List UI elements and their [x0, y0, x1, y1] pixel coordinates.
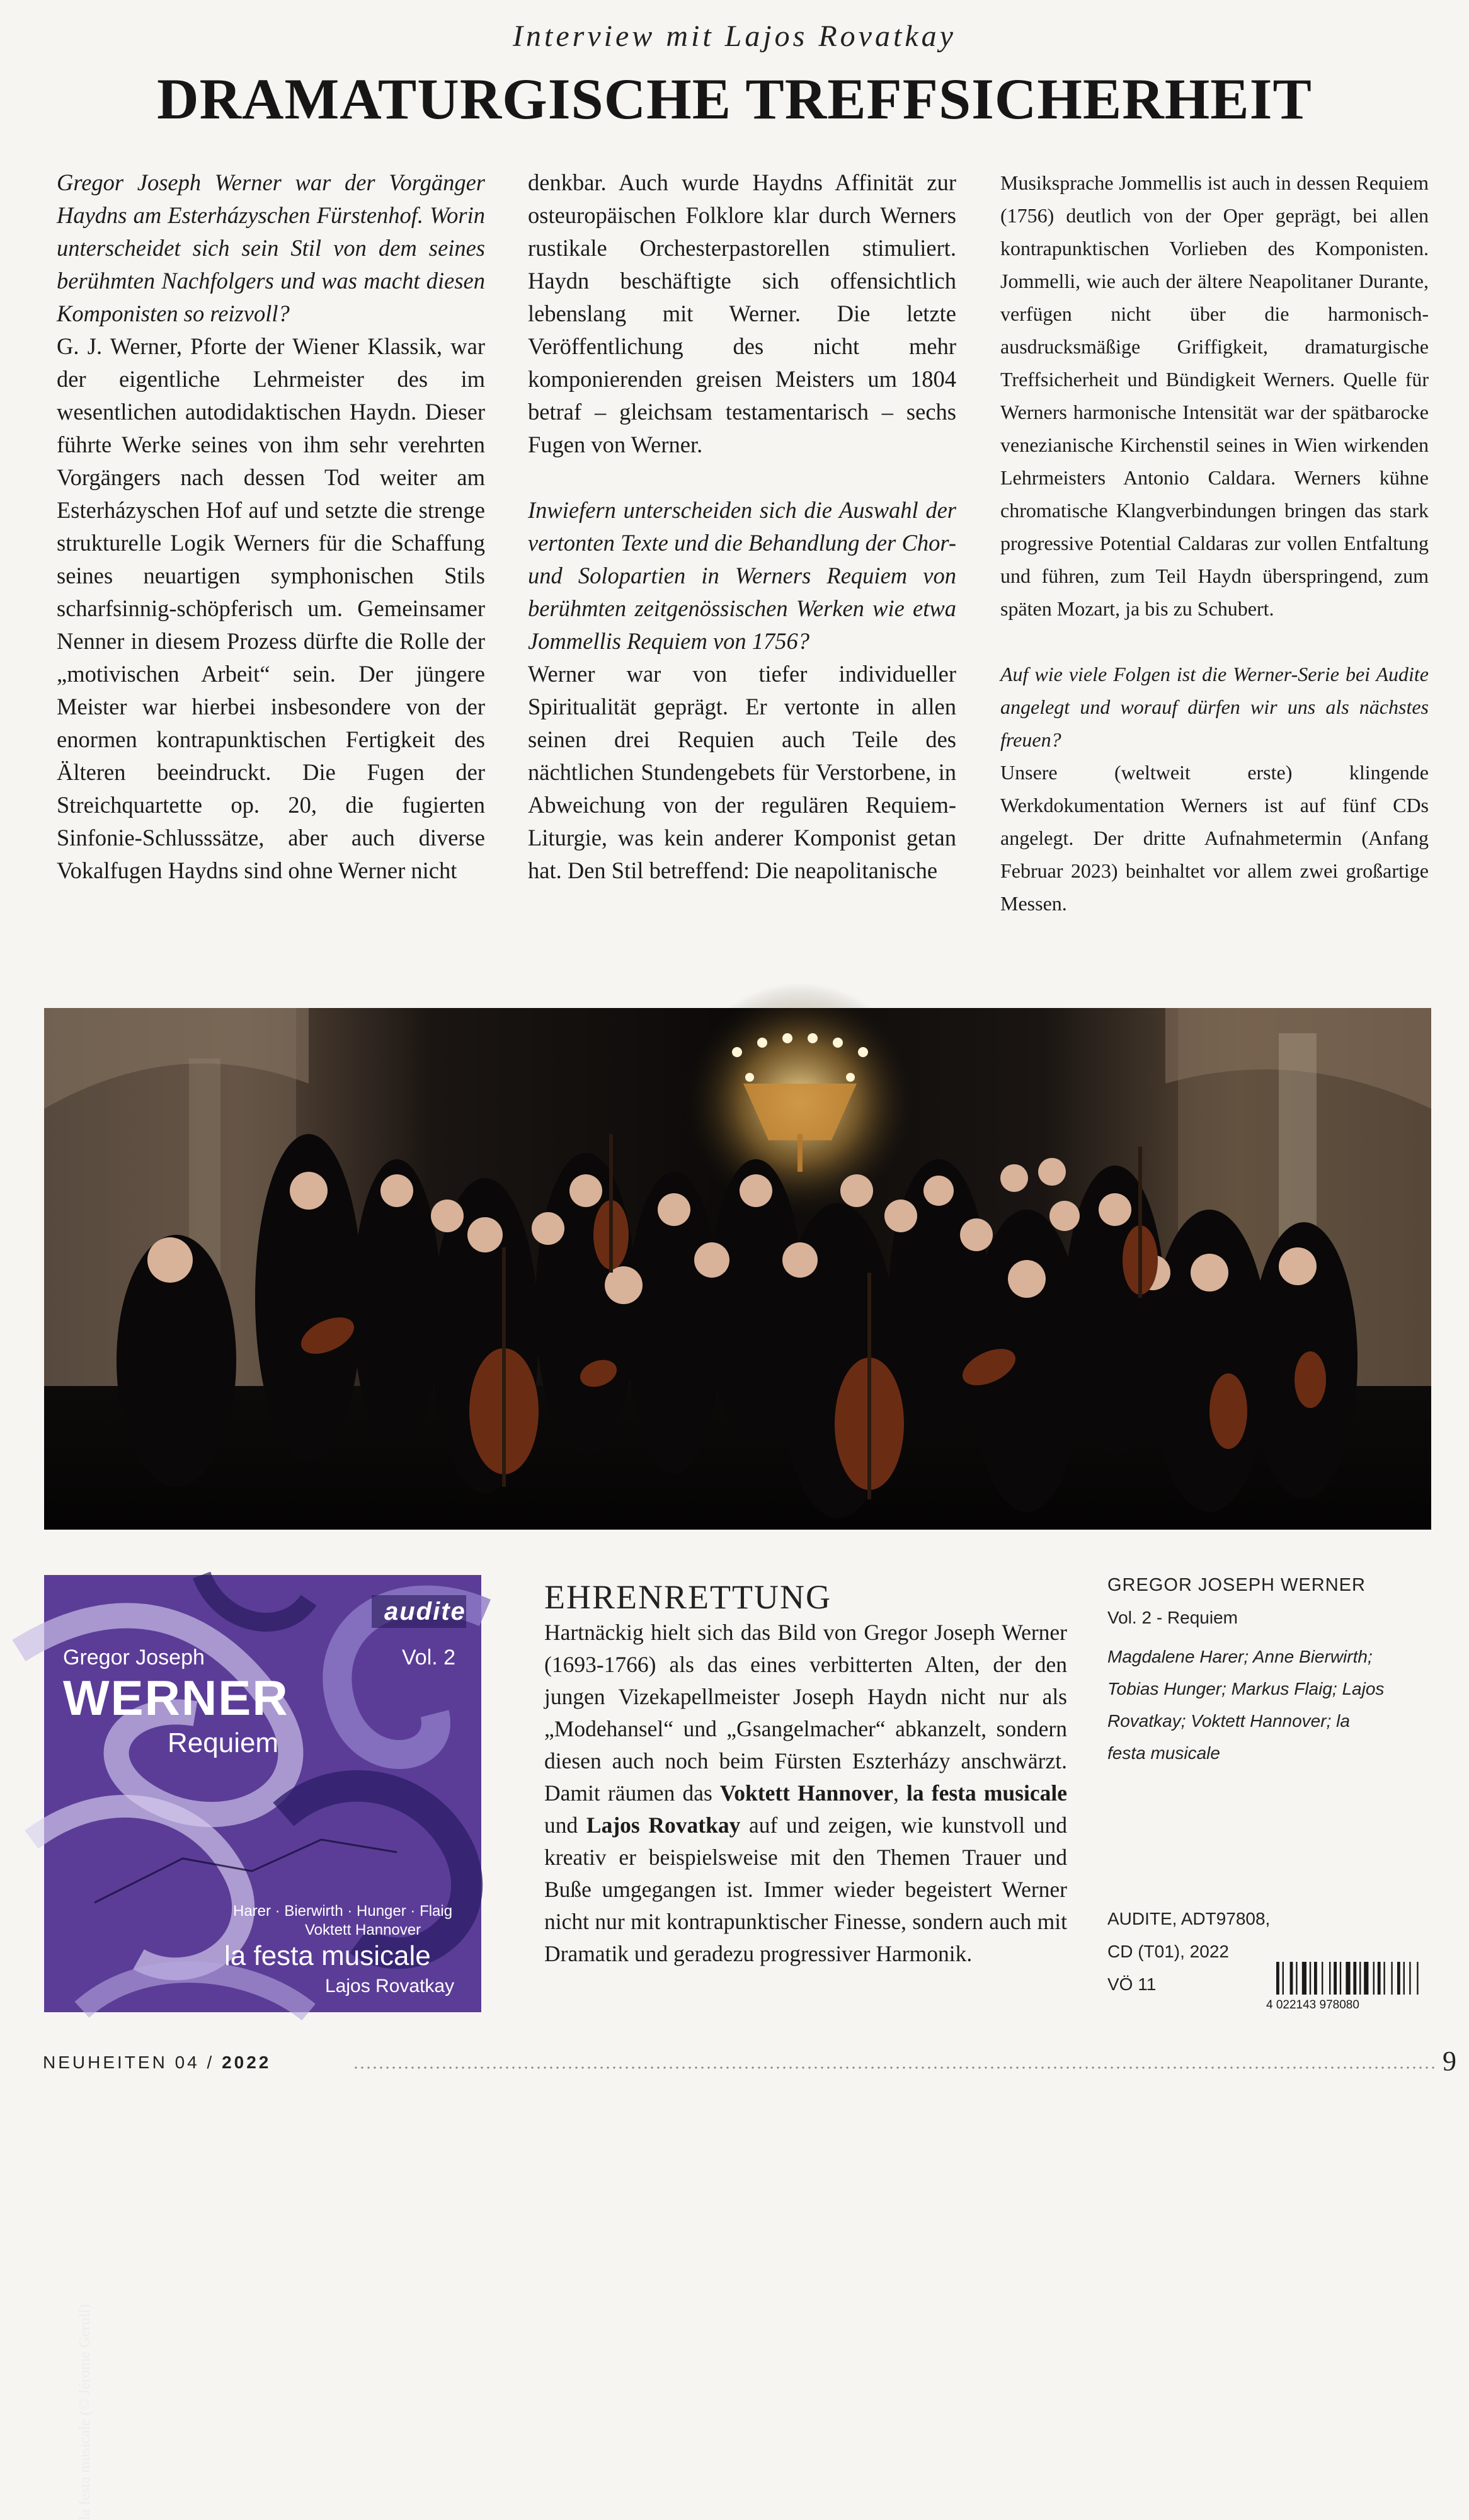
review-text-part-1: Hartnäckig hielt sich das Bild von Gregor Joseph Werner (1693-1766) als das eines verbitterten Alten, der den jungen Vizekapellmeister Joseph Haydn nicht nur als „Modehansel“ und „Gsangelmacher“ abkanzelt, sondern diesen auch noch beim Fürsten Eszterházy anschwärzt. Damit räumen das [544, 1620, 1067, 1806]
footer-year: 2022 [222, 2053, 272, 2072]
review-text [544, 1617, 1067, 1970]
barcode-number: 4 022143 978080 [1266, 1998, 1359, 2012]
interview-answer-continued: denkbar. Auch wurde Haydns Affinität zur osteuropäischen Folklore klar durch Werners rustikale Orchesterpastorellen stimuliert. Haydn beschäftigte sich offensichtlich lebenslang mit Werner. Die letzte Veröffentlichung des nicht mehr komponierenden greisen Meisters um 1804 betraf – gleichsam testamentarisch – sechs Fugen von Werner. [528, 169, 956, 457]
photo-credit: la festa musicale (© Jérome Gerull) [77, 2304, 93, 2520]
review-bold-voktett: Voktett Hannover [719, 1780, 893, 1806]
cover-ensemble: la festa musicale [224, 1940, 431, 1971]
interview-answer-continued: Musiksprache Jommellis ist auch in dessen Requiem (1756) deutlich von der Oper geprägt, bei allen kontrapunktischen Vorlieben des Komponisten. Jommelli, wie auch der ältere Neapolitaner Durante, verfügen nicht über die harmonisch-ausdrucksmäßige Griffigkeit, dramaturgische Treffsicherheit und Bündigkeit Werners. Quelle für Werners harmonische Intensität war der spätbarocke venezianische Kirchenstil seines in Wien wirkenden Lehrmeisters Antonio Caldara. Werners kühne chromatische Klangverbindungen bringen das stark progressive Potential Caldaras zur vollen Entfaltung und führen, zum Teil Haydn überspringend, zum späten Mozart, ja bis zu Schubert. [1000, 171, 1429, 620]
text-column-1 [57, 166, 485, 887]
review-title: EHRENRETTUNG [544, 1578, 832, 1616]
article-headline: DRAMATURGISCHE TREFFSICHERHEIT [157, 67, 1312, 131]
review-text-part-2: , [893, 1780, 907, 1806]
ensemble-photo-graphic [44, 1008, 1431, 1530]
article-kicker: Interview mit Lajos Rovatkay [513, 20, 956, 53]
interview-answer-3: Unsere (weltweit erste) klingende Werkdokumentation Werners ist auf fünf CDs angelegt. Der dritte Aufnahmetermin (Anfang Februar 2023) beinhaltet vor allem zwei großartige Messen. [1000, 761, 1429, 915]
interview-answer-2: Werner war von tiefer individueller Spiritualität geprägt. Er vertonte in allen seinen drei Requien auch Teile des nächtlichen Stundengebets für Verstorbene, in Abweichung von der regulären Requiem-Liturgie, was kein anderer Komponist getan hat. Den Stil betreffend: Die neapolitanische [528, 661, 956, 883]
interview-answer-1: G. J. Werner, Pforte der Wiener Klassik, war der eigentliche Lehrmeister des im wesentlichen autodidaktischen Haydn. Dieser führte Werke seines von ihm sehr verehrten Vorgängers nach dessen Tod weiter am Esterházyschen Hof auf und setzte die strenge strukturelle Logik Werners für die Schaffung seines neuartigen symphonischen Stils scharfsinnig-schöpferisch um. Gemeinsamer Nenner in diesem Prozess dürfte die Rolle der „motivischen Arbeit“ sein. Der jüngere Meister war hierbei insbesondere von der enormen kontrapunktischen Fertigkeit des Älteren beeindruckt. Die Fugen der Streichquartette op. 20, die fugierten Sinfonie-Schlusssätze, aber auch diverse Vokalfugen Haydns sind ohne Werner nicht [57, 333, 485, 883]
cover-composer-last: WERNER [63, 1670, 289, 1726]
cover-conductor: Lajos Rovatkay [325, 1976, 455, 1996]
release-format-year: CD (T01), 2022 [1107, 1942, 1229, 1961]
footer-dotted-rule [353, 2066, 1436, 2069]
release-work: Vol. 2 - Requiem [1107, 1608, 1238, 1627]
release-performers: Magdalene Harer; Anne Bierwirth; Tobias Hunger; Markus Flaig; Lajos Rovatkay; Voktett Hannover; la festa musicale [1107, 1647, 1385, 1763]
cover-choir: Voktett Hannover [305, 1922, 421, 1939]
release-composer: GREGOR JOSEPH WERNER [1107, 1575, 1366, 1595]
cover-volume: Vol. 2 [402, 1646, 456, 1670]
page-number: 9 [1443, 2046, 1456, 2076]
interview-question-3: Auf wie viele Folgen ist die Werner-Serie bei Audite angelegt und worauf dürfen wir uns als nächstes freuen? [1000, 663, 1429, 751]
interview-question-1: Gregor Joseph Werner war der Vorgänger Haydns am Esterházyschen Fürstenhof. Worin unterscheidet sich sein Stil von dem seines berühmten Nachfolgers und was macht diesen Komponisten so reizvoll? [57, 169, 485, 326]
footer-magazine: NEUHEITEN 04 / [43, 2053, 222, 2072]
release-label-catalog: AUDITE, ADT97808, [1107, 1909, 1271, 1928]
cover-work: Requiem [168, 1727, 279, 1758]
review-bold-festa: la festa musicale [906, 1780, 1067, 1806]
barcode [1266, 1962, 1436, 2010]
review-text-part-3: und [544, 1813, 586, 1838]
interview-question-2: Inwiefern unterscheiden sich die Auswahl der vertonten Texte und die Behandlung der Chor- und Solopartien in Werners Requiem von berühmten zeitgenössischen Werken wie etwa Jommellis Requiem von 1756? [528, 497, 956, 654]
cover-label-logo: audite [384, 1598, 466, 1625]
text-column-2 [528, 166, 956, 887]
text-column-3 [1000, 166, 1429, 920]
review-text-part-4: auf und zeigen, wie kunstvoll und kreativ er beispielsweise mit den Themen Trauer und Buße umgegangen ist. Immer wieder begeistert Werner nicht nur mit kontrapunktischer Finesse, sondern auch mit Dramatik und geradezu progressiver Harmonik. [544, 1813, 1067, 1966]
review-bold-rovatkay: Lajos Rovatkay [586, 1813, 741, 1838]
cover-soloists: Harer · Bierwirth · Hunger · Flaig [233, 1903, 453, 1920]
release-date-code: VÖ 11 [1107, 1974, 1157, 1994]
footer-issue [43, 2053, 271, 2073]
cd-cover [44, 1575, 481, 2012]
cover-composer-first: Gregor Joseph [63, 1646, 205, 1670]
